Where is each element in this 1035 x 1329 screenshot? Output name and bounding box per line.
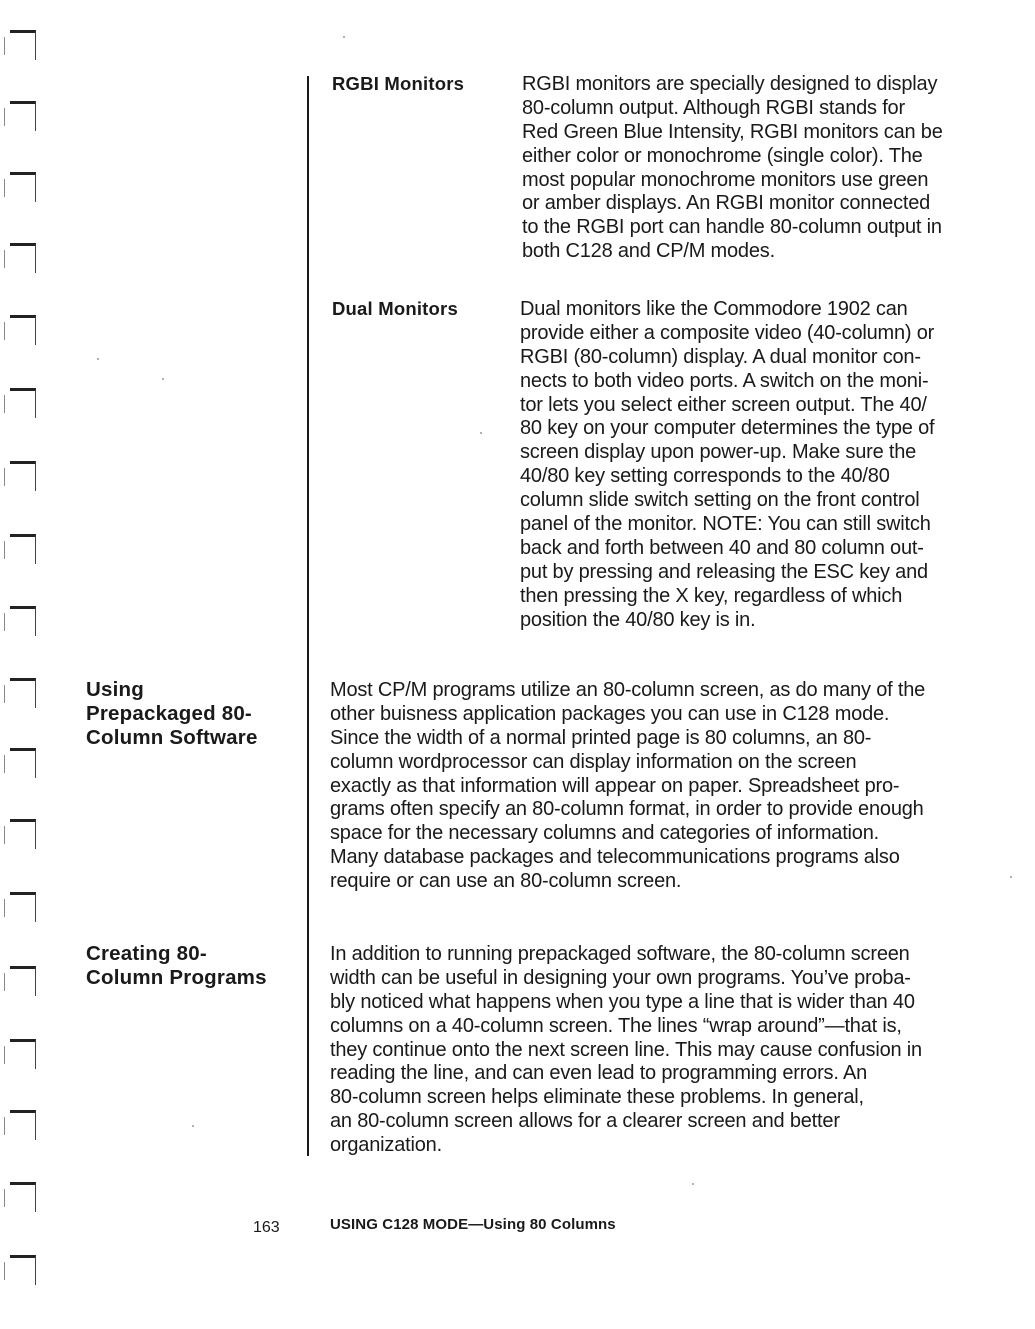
- binding-mark: [10, 966, 36, 996]
- text-line: or amber displays. An RGBI monitor connected: [522, 192, 931, 215]
- text-line: Most CP/M programs utilize an 80-column screen, as do many of the: [330, 679, 926, 701]
- text-line: require or can use an 80-column screen.: [330, 870, 682, 893]
- text-line: to the RGBI port can handle 80-column output in: [522, 216, 942, 239]
- text-line: space for the necessary columns and categories of information.: [330, 822, 880, 845]
- text-line: column wordprocessor can display information on the screen: [330, 750, 857, 773]
- binding-mark: [10, 606, 36, 636]
- text-line: grams often specify an 80-column format, in order to provide enough: [330, 798, 924, 821]
- binding-mark: [10, 461, 36, 491]
- binding-mark: [10, 819, 36, 849]
- rgbi-monitors-term: RGBI Monitors: [332, 73, 465, 94]
- dual-monitors-definition: [520, 298, 934, 632]
- creating-heading: [86, 942, 267, 990]
- binding-mark: [10, 243, 36, 273]
- scan-speck: [343, 36, 345, 38]
- text-line: 80-column screen helps eliminate these problems. In general,: [330, 1086, 864, 1109]
- heading-line: Prepackaged 80-: [86, 702, 252, 725]
- text-line: panel of the monitor. NOTE: You can still switch: [520, 513, 931, 536]
- text-line: reading the line, and can even lead to programming errors. An: [330, 1062, 868, 1085]
- binding-mark: [10, 1039, 36, 1069]
- text-line: they continue onto the next screen line. This may cause confusion in: [330, 1038, 922, 1061]
- dual-monitors-term: Dual Monitors: [332, 298, 458, 319]
- text-line: 80-column output. Although RGBI stands for: [522, 96, 905, 119]
- binding-mark: [10, 1110, 36, 1140]
- scan-speck: [1010, 876, 1012, 878]
- binding-mark: [10, 892, 36, 922]
- prepackaged-heading: [86, 678, 258, 750]
- heading-line: Using: [86, 678, 144, 701]
- text-line: then pressing the X key, regardless of which: [520, 584, 903, 607]
- text-line: both C128 and CP/M modes.: [522, 240, 775, 263]
- text-line: nects to both video ports. A switch on the moni-: [520, 369, 929, 392]
- text-line: put by pressing and releasing the ESC key and: [520, 560, 928, 583]
- binding-mark: [10, 1182, 36, 1212]
- creating-body: [330, 943, 922, 1158]
- text-line: RGBI (80-column) display. A dual monitor con-: [520, 345, 921, 368]
- text-line: an 80-column screen allows for a clearer screen and better: [330, 1110, 840, 1133]
- text-line: provide either a composite video (40-column) or: [520, 321, 935, 344]
- text-line: organization.: [330, 1134, 442, 1157]
- prepackaged-body: [330, 679, 925, 894]
- binding-mark: [10, 101, 36, 131]
- text-line: tor lets you select either screen output. The 40/: [520, 393, 927, 416]
- heading-line: Column Programs: [86, 966, 267, 989]
- text-line: screen display upon power-up. Make sure the: [520, 441, 917, 464]
- text-line: bly noticed what happens when you type a line that is wider than 40: [330, 990, 915, 1013]
- text-line: columns on a 40-column screen. The lines “wrap around”—that is,: [330, 1014, 902, 1037]
- text-line: Dual monitors like the Commodore 1902 can: [520, 298, 908, 320]
- scan-speck: [692, 1183, 694, 1185]
- scan-speck: [97, 358, 99, 360]
- text-line: RGBI monitors are specially designed to display: [522, 73, 938, 95]
- binding-mark: [10, 534, 36, 564]
- scan-speck: [192, 1125, 194, 1127]
- text-line: In addition to running prepackaged software, the 80-column screen: [330, 943, 910, 965]
- text-line: most popular monochrome monitors use green: [522, 168, 929, 191]
- text-line: 40/80 key setting corresponds to the 40/80: [520, 465, 890, 488]
- page-number: 163: [253, 1219, 280, 1236]
- text-line: Many database packages and telecommunications programs also: [330, 846, 900, 869]
- binding-mark: [10, 172, 36, 202]
- scan-speck: [162, 378, 164, 380]
- binding-mark: [10, 748, 36, 778]
- binding-mark: [10, 315, 36, 345]
- text-line: back and forth between 40 and 80 column out-: [520, 536, 924, 559]
- scan-speck: [480, 432, 482, 434]
- text-line: column slide switch setting on the front control: [520, 489, 920, 512]
- text-line: Red Green Blue Intensity, RGBI monitors can be: [522, 120, 943, 143]
- running-title: USING C128 MODE—Using 80 Columns: [330, 1216, 616, 1233]
- binding-mark: [10, 388, 36, 418]
- text-line: Since the width of a normal printed page is 80 columns, an 80-: [330, 726, 872, 749]
- binding-mark: [10, 678, 36, 708]
- rgbi-monitors-definition: [522, 73, 943, 264]
- binding-mark: [10, 30, 36, 60]
- text-line: 80 key on your computer determines the type of: [520, 417, 935, 440]
- text-line: other buisness application packages you can use in C128 mode.: [330, 702, 890, 725]
- text-line: width can be useful in designing your own programs. You’ve proba-: [330, 966, 911, 989]
- text-line: position the 40/80 key is in.: [520, 608, 756, 631]
- binding-mark: [10, 1255, 36, 1285]
- column-rule: [307, 76, 309, 1156]
- text-line: either color or monochrome (single color). The: [522, 144, 923, 167]
- heading-line: Creating 80-: [86, 942, 207, 965]
- text-line: exactly as that information will appear on paper. Spreadsheet pro-: [330, 774, 900, 797]
- binding-edge: [0, 0, 60, 1329]
- heading-line: Column Software: [86, 726, 258, 749]
